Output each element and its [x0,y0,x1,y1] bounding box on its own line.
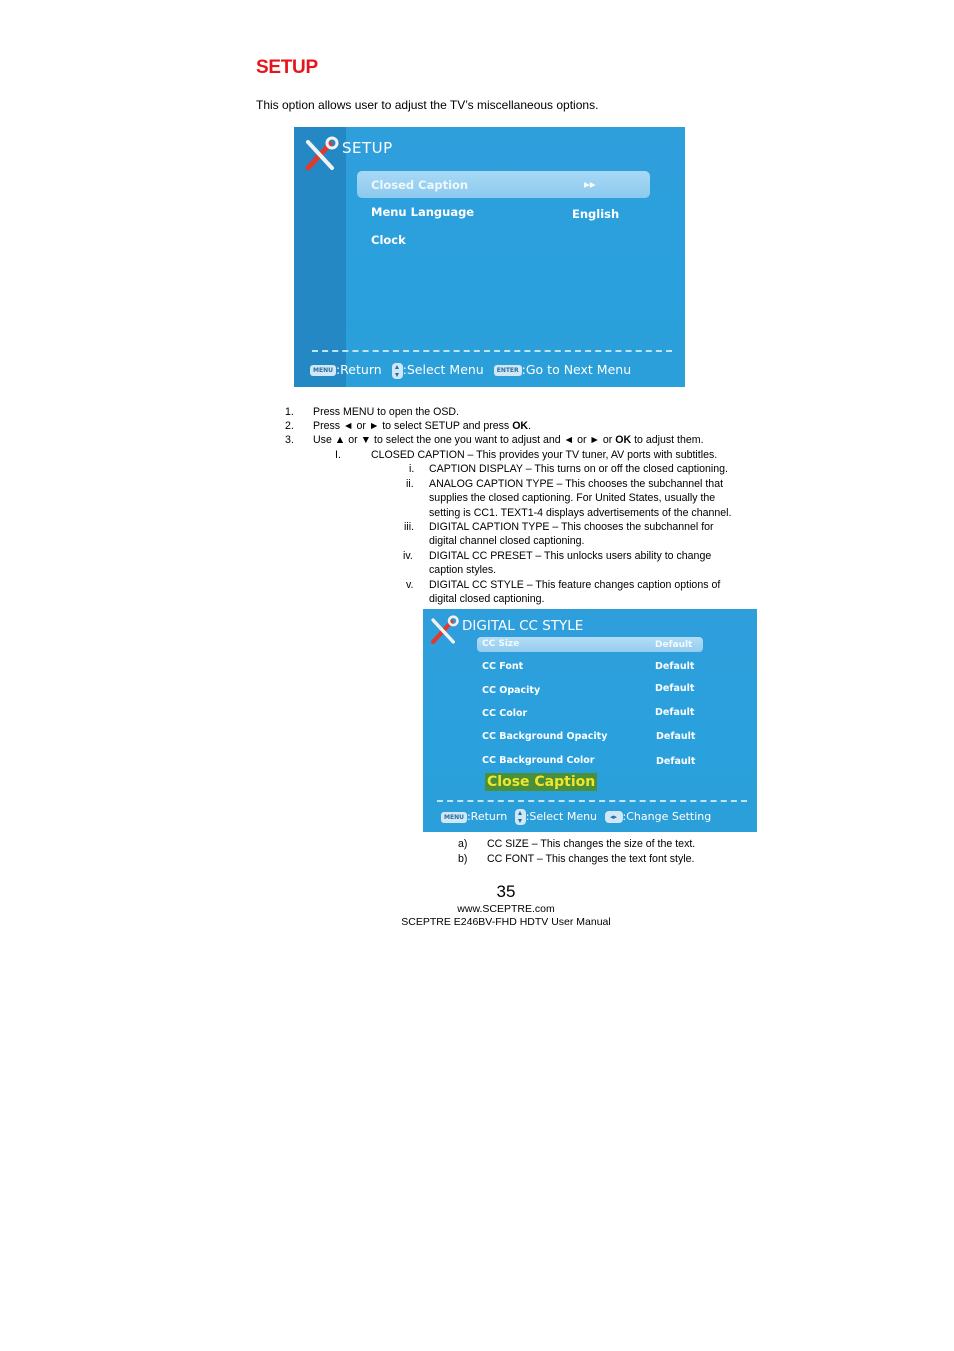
roman-number: v. [406,579,414,591]
roman-text: ANALOG CAPTION TYPE – This chooses the subchannel that [429,478,724,490]
cc-item-value: Default [655,683,695,694]
cc-item: CC Size [482,639,520,649]
sub-number: I. [335,449,341,461]
cc-osd-footer [441,809,711,825]
return-label: :Return [335,362,382,377]
step-text: Press ◄ or ► to select SETUP and press OK. [313,420,532,432]
letter-marker: a) [458,838,468,850]
osd-item-clock: Clock [371,233,406,247]
cc-item-value: Default [656,756,696,767]
return-label: :Return [466,810,508,823]
roman-text: CAPTION DISPLAY – This turns on or off the closed captioning. [429,463,728,475]
osd-item-closed-caption: Closed Caption [371,178,469,192]
cc-osd-title: DIGITAL CC STYLE [462,618,584,634]
setup-osd-footer [310,362,631,379]
cc-item: CC Font [482,661,524,672]
setup-osd-screenshot [294,127,685,387]
next-menu-label: :Go to Next Menu [521,362,632,377]
roman-number: ii. [406,478,414,490]
left-right-icon: ◂▸ [605,811,623,823]
up-down-icon [392,363,403,379]
enter-key-icon: ENTER [494,365,522,376]
roman-text: DIGITAL CAPTION TYPE – This chooses the subchannel for [429,521,714,533]
menu-key-icon: MENU [441,812,467,823]
cc-item: CC Color [482,708,528,719]
step-number: 3. [285,434,294,446]
tools-icon [428,615,460,647]
roman-number: iii. [404,521,415,533]
step-number: 2. [285,420,294,432]
cc-item-value: Default [655,661,695,672]
caption-preview: Close Caption [487,774,596,790]
tools-icon [302,136,340,174]
up-down-icon [515,809,526,825]
roman-number: i. [409,463,415,475]
cc-item-value: Default [655,640,693,650]
select-menu-label: :Select Menu [402,362,484,377]
roman-text: setting is CC1. TEXT1-4 displays advertisements of the channel. [429,507,732,519]
roman-text: digital channel closed captioning. [429,535,585,547]
footer-manual-title: SCEPTRE E246BV-FHD HDTV User Manual [401,916,611,928]
roman-text: DIGITAL CC PRESET – This unlocks users ability to change [429,550,712,562]
letter-text: CC FONT – This changes the text font style. [487,853,695,865]
step-number: 1. [285,406,294,418]
roman-text: digital closed captioning. [429,593,545,605]
roman-text: DIGITAL CC STYLE – This feature changes caption options of [429,579,721,591]
footer-url: www.SCEPTRE.com [457,903,555,915]
cc-item: CC Background Color [482,755,595,766]
osd-item-arrows: ▸▸ [584,177,596,191]
intro-text: This option allows user to adjust the TV’s miscellaneous options. [256,98,599,112]
cc-item-value: Default [656,731,696,742]
cc-item: CC Background Opacity [482,731,608,742]
step-text: Use ▲ or ▼ to select the one you want to adjust and ◄ or ► or OK to adjust them. [313,434,704,446]
osd-item-language-value: English [572,207,620,221]
cc-item: CC Opacity [482,685,541,696]
sub-text: CLOSED CAPTION – This provides your TV tuner, AV ports with subtitles. [371,449,718,461]
page-number: 35 [496,882,516,901]
osd-item-menu-language: Menu Language [371,205,475,219]
setup-osd-title: SETUP [342,139,393,157]
menu-key-icon: MENU [310,365,336,376]
step-text: Press MENU to open the OSD. [313,406,460,418]
letter-text: CC SIZE – This changes the size of the text. [487,838,696,850]
letter-marker: b) [458,853,468,865]
roman-number: iv. [403,550,413,562]
select-menu-label: :Select Menu [525,810,598,823]
change-setting-label: :Change Setting [622,810,712,823]
roman-text: caption styles. [429,564,497,576]
section-heading: SETUP [256,57,318,78]
cc-style-osd-screenshot [423,609,757,832]
cc-item-value: Default [655,707,695,718]
roman-text: supplies the closed captioning. For United States, usually the [429,492,716,504]
